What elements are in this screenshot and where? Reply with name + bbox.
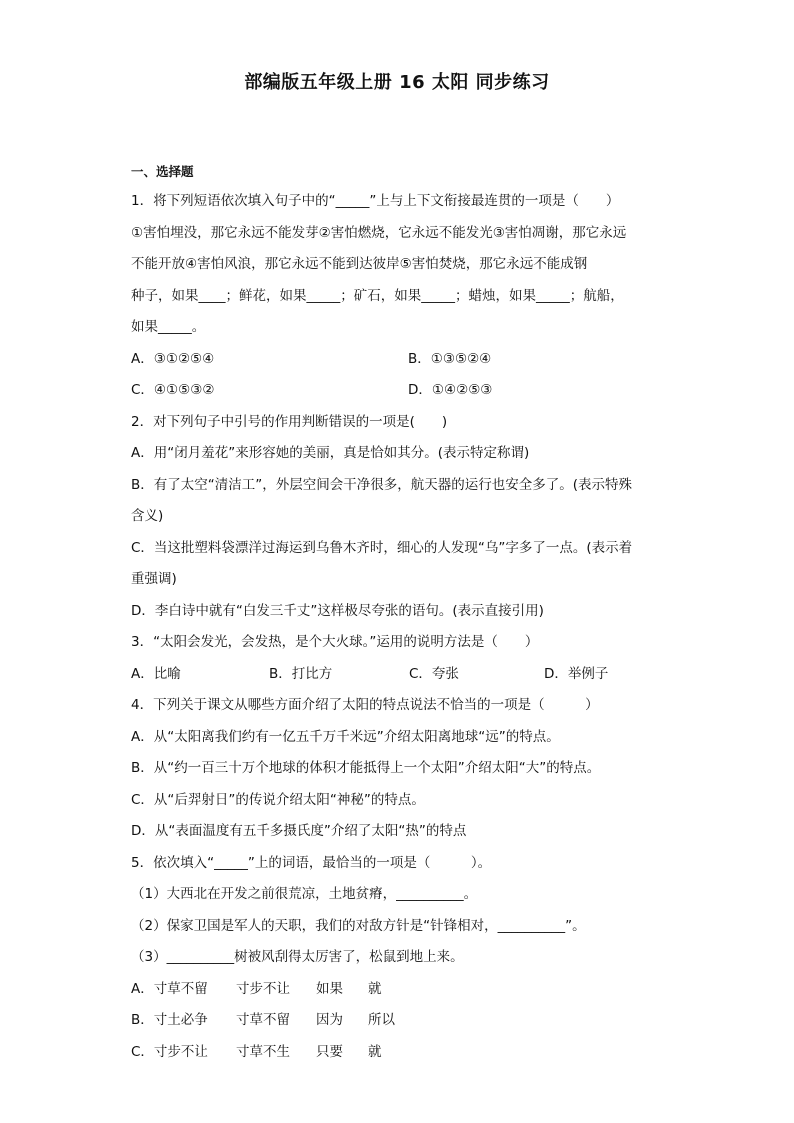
q5-option-a-word-1: A．寸草不留 (131, 980, 208, 997)
q4-option-c[interactable]: C．从“后羿射日”的传说介绍太阳“神秘”的特点。 (131, 791, 425, 808)
q5-sentence-3: （3）__________树被风刮得太厉害了，松鼠到地上来。 (131, 949, 464, 965)
q3-option-d[interactable]: D．举例子 (544, 665, 609, 682)
q5-sentence-1: （1）大西北在开发之前很荒凉，土地贫瘠，__________。 (131, 886, 478, 902)
q5-sentence-2: （2）保家卫国是军人的天职，我们的对敌方针是“针锋相对，__________”。 (131, 917, 586, 934)
q2-option-b[interactable]: B．有了太空“清洁工”，外层空间会干净很多，航天器的运行也安全多了。(表示特殊 (131, 476, 633, 493)
q1-option-c[interactable]: C．④①⑤③② (131, 382, 215, 398)
page-title: 部编版五年级上册 16 太阳 同步练习 (244, 72, 550, 93)
q2-option-c-cont: 重强调) (131, 571, 177, 587)
q2-option-b-cont: 含义) (131, 508, 164, 524)
q5-option-b-word-4: 所以 (368, 1012, 395, 1028)
q1-option-d[interactable]: D．①④②⑤③ (408, 382, 493, 398)
q2-option-d[interactable]: D．李白诗中就有“白发三千丈”这样极尽夸张的语句。(表示直接引用) (131, 602, 544, 619)
q5-option-b-word-3: 因为 (316, 1012, 343, 1028)
q5-option-c-word-1: C．寸步不让 (131, 1043, 208, 1060)
q3-options-row (131, 659, 671, 691)
q3-option-c[interactable]: C．夸张 (409, 665, 459, 682)
q1-option-a[interactable]: A．③①②⑤④ (131, 350, 215, 367)
q5-option-c[interactable] (131, 1037, 671, 1069)
q1-stem: 1．将下列短语依次填入句子中的“_____”上与上下文衔接最连贯的一项是（ ） (131, 193, 620, 209)
q1-option-b[interactable]: B．①③⑤②④ (408, 350, 492, 367)
q5-option-b-word-1: B．寸土必争 (131, 1012, 208, 1028)
q2-stem: 2．对下列句子中引号的作用判断错误的一项是( ) (131, 413, 448, 430)
q4-stem: 4．下列关于课文从哪些方面介绍了太阳的特点说法不恰当的一项是（ ） (131, 697, 599, 713)
q5-option-b-word-2: 寸草不留 (236, 1012, 290, 1028)
q4-option-d[interactable]: D．从“表面温度有五千多摄氏度”介绍了太阳“热”的特点 (131, 823, 467, 839)
q5-option-c-word-3: 只要 (316, 1043, 343, 1060)
q2-option-c[interactable]: C．当这批塑料袋漂洋过海运到乌鲁木齐时，细心的人发现“乌”字多了一点。(表示着 (131, 539, 633, 556)
questions-body (131, 158, 671, 1068)
q1-sentence-line-1: 种子，如果____；鲜花，如果_____；矿石，如果_____；蜡烛，如果_____；航船， (131, 287, 624, 304)
section-heading: 一、选择题 (131, 164, 194, 179)
q1-options-row-1 (131, 344, 671, 376)
q1-phrases-line-1: ①害怕埋没，那它永远不能发芽②害怕燃烧，它永远不能发光③害怕凋谢，那它永远 (131, 224, 627, 241)
q1-phrases-line-2: 不能开放④害怕风浪，那它永远不能到达彼岸⑤害怕焚烧，那它永远不能成钢 (131, 256, 588, 272)
q5-option-a[interactable] (131, 974, 671, 1006)
q3-option-a[interactable]: A．比喻 (131, 665, 181, 682)
q1-sentence-line-2: 如果_____。 (131, 319, 206, 335)
q5-option-a-word-4: 就 (368, 980, 382, 997)
q3-stem: 3．“太阳会发光，会发热，是个大火球。”运用的说明方法是（ ） (131, 634, 539, 650)
q5-option-c-word-2: 寸草不生 (236, 1043, 290, 1060)
q5-stem: 5．依次填入“_____”上的词语，最恰当的一项是（ ）。 (131, 854, 492, 871)
q4-option-b[interactable]: B．从“约一百三十万个地球的体积才能抵得上一个太阳”介绍太阳“大”的特点。 (131, 760, 601, 776)
q5-option-a-word-3: 如果 (316, 980, 343, 997)
q4-option-a[interactable]: A．从“太阳离我们约有一亿五千万千米远”介绍太阳离地球“远”的特点。 (131, 728, 560, 745)
q5-option-c-word-4: 就 (368, 1043, 382, 1060)
q3-option-b[interactable]: B．打比方 (269, 665, 333, 682)
q1-options-row-2 (131, 375, 671, 407)
q2-option-a[interactable]: A．用“闭月羞花”来形容她的美丽，真是恰如其分。(表示特定称谓) (131, 445, 530, 461)
q5-option-b[interactable] (131, 1005, 671, 1037)
q5-option-a-word-2: 寸步不让 (236, 980, 290, 997)
